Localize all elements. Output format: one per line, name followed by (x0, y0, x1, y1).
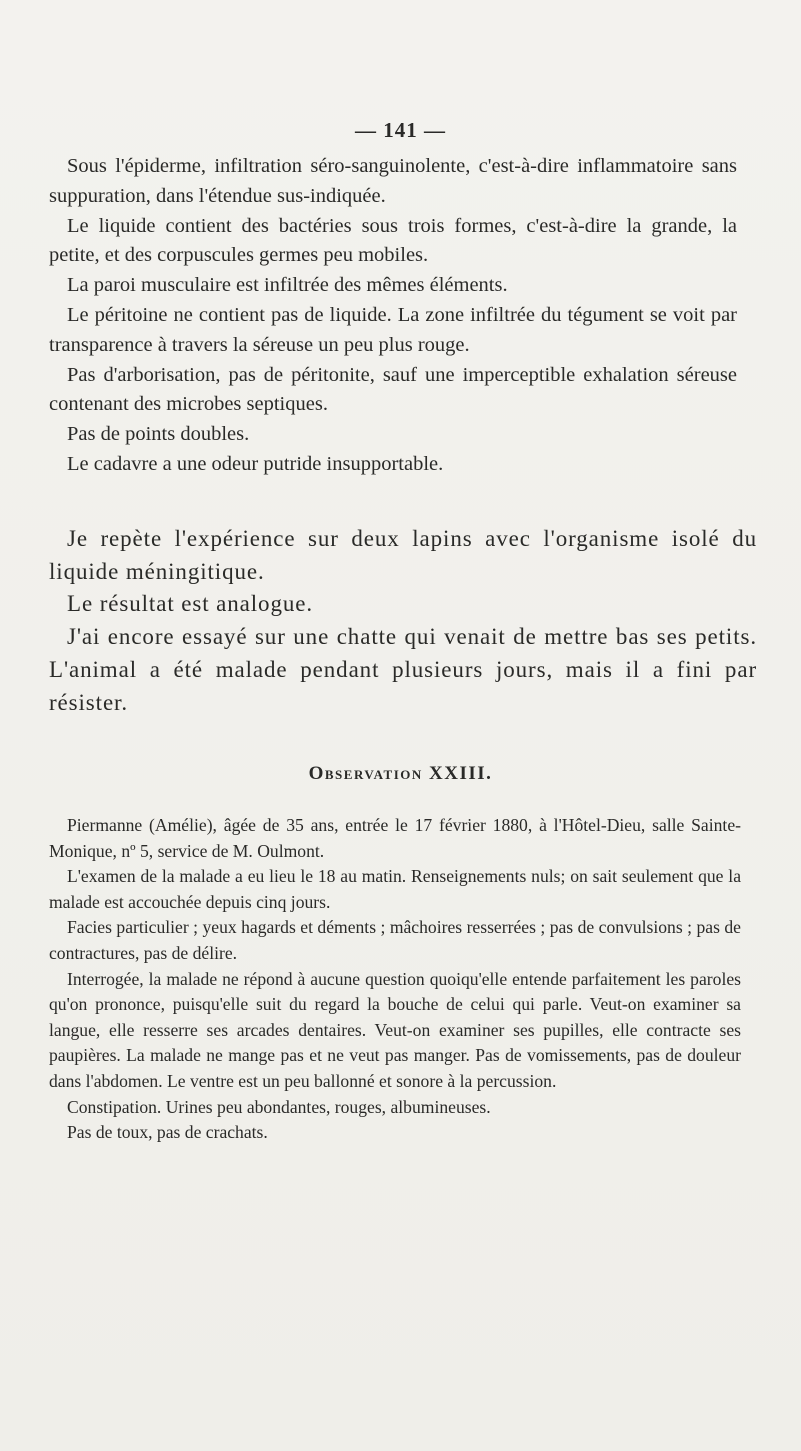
paragraph: Sous l'épiderme, infiltration séro-sanguinolente, c'est-à-dire inflammatoire sans suppuration, dans l'étendue sus-indiquée. (49, 155, 737, 207)
text-section-autopsy (49, 152, 737, 480)
paragraph: Constipation. Urines peu abondantes, rouges, albumineuses. (67, 1096, 491, 1117)
paragraph: Pas de toux, pas de crachats. (67, 1122, 268, 1143)
paragraph: Interrogée, la malade ne répond à aucune question quoiqu'elle entende parfaitement les paroles qu'on prononce, puisqu'elle suit du regard la bouche de celui qui parle. Veut-on examiner sa langue, elle resserre ses arcades dentaires. Veut-on examiner ses pupilles, elle contracte ses paupières. La malade ne mange pas et ne veut pas manger. Pas de vomissements, pas de douleur dans l'abdomen. Le ventre est un peu ballonné et sonore à la percussion. (49, 968, 741, 1091)
paragraph: Facies particulier ; yeux hagards et déments ; mâchoires resserrées ; pas de convulsions ; pas de contractures, pas de délire. (49, 917, 741, 963)
paragraph: L'examen de la malade a eu lieu le 18 au matin. Renseignements nuls; on sait seulement que la malade est accouchée depuis cinq jours. (49, 866, 741, 912)
paragraph: Pas d'arborisation, pas de péritonite, sauf une imperceptible exhalation séreuse contenant des microbes septiques. (49, 363, 737, 416)
paragraph: J'ai encore essayé sur une chatte qui venait de mettre bas ses petits. L'animal a été malade pendant plusieurs jours, mais il a fini par résister. (49, 624, 757, 715)
paragraph: Piermanne (Amélie), âgée de 35 ans, entrée le 17 février 1880, à l'Hôtel-Dieu, salle Sainte-Monique, nº 5, service de M. Oulmont. (49, 815, 741, 861)
text-section-experiment (49, 523, 757, 719)
paragraph: Le péritoine ne contient pas de liquide. La zone infiltrée du tégument se voit par transparence à travers la séreuse un peu plus rouge. (49, 303, 737, 356)
paragraph: Je repète l'expérience sur deux lapins avec l'organisme isolé du liquide méningitique. (49, 526, 757, 584)
paragraph: Pas de points doubles. (67, 423, 250, 446)
text-section-observation (49, 813, 741, 1146)
paragraph: Le liquide contient des bactéries sous trois formes, c'est-à-dire la grande, la petite, et des corpuscules germes peu mobiles. (49, 214, 737, 267)
observation-heading: Observation XXIII. (308, 763, 493, 784)
paragraph: La paroi musculaire est infiltrée des mêmes éléments. (67, 274, 508, 297)
paragraph: Le résultat est analogue. (67, 591, 314, 617)
paragraph: Le cadavre a une odeur putride insupportable. (67, 452, 444, 475)
page-number: — 141 — (355, 118, 446, 142)
